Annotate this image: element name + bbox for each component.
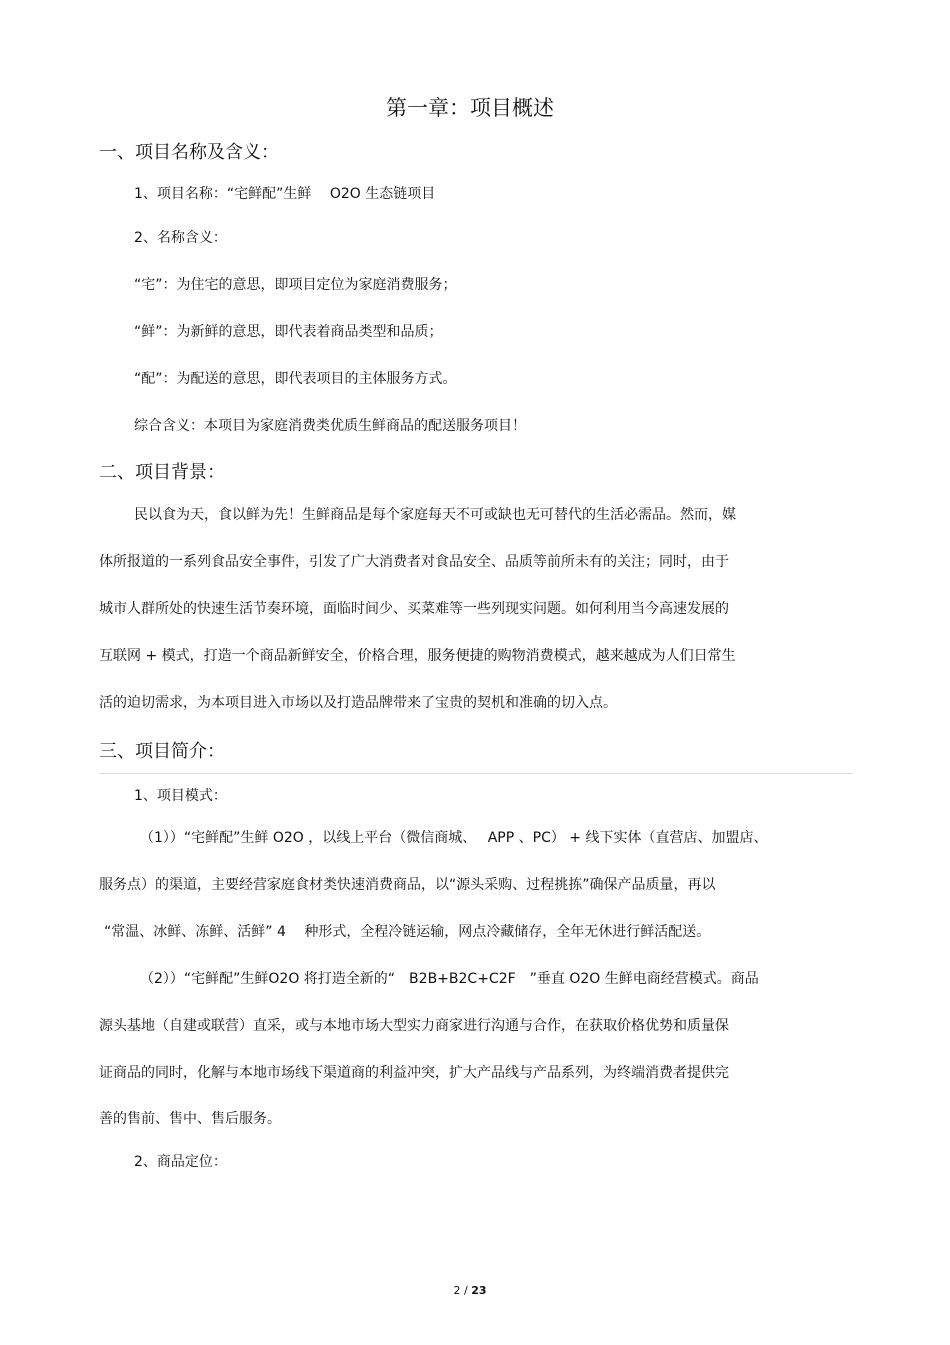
name-meaning-label: 2、名称含义： [134, 230, 227, 246]
background-line: 体所报道的一系列食品安全事件，引发了广大消费者对食品安全、品质等前所未有的关注；同时，由于 [99, 554, 729, 570]
meaning-zhai: “宅”：为住宅的意思，即项目定位为家庭消费服务； [134, 277, 457, 293]
section-heading-intro: 三、项目简介： [99, 741, 225, 762]
project-name-line: 1、项目名称：“宅鲜配”生鲜 O2O 生态链项目 [134, 186, 436, 202]
meaning-pei: “配”：为配送的意思，即代表项目的主体服务方式。 [134, 371, 457, 387]
background-line: 互联网 + 模式，打造一个商品新鲜安全，价格合理，服务便捷的购物消费模式，越来越成为人们日常生 [99, 648, 736, 664]
total-pages: 23 [471, 1284, 487, 1297]
overall-meaning: 综合含义：本项目为家庭消费类优质生鲜商品的配送服务项目！ [134, 418, 526, 434]
section-heading-background: 二、项目背景： [99, 462, 225, 483]
intro-line: 服务点）的渠道，主要经营家庭食材类快速消费商品，以“源头采购、过程挑拣”确保产品质量，再以 [99, 877, 716, 893]
page-separator: / [460, 1284, 472, 1297]
intro-line: 源头基地（自建或联营）直采，或与本地市场大型实力商家进行沟通与合作，在获取价格优势和质量保 [99, 1018, 729, 1034]
divider [99, 773, 853, 774]
intro-line: （2））“宅鲜配”生鲜O2O 将打造全新的“ B2B+B2C+C2F ”垂直 O2O 生鲜电商经营模式。商品 [140, 971, 759, 987]
chapter-title: 第一章：项目概述 [386, 96, 554, 120]
intro-line: 善的售前、售中、售后服务。 [99, 1111, 281, 1127]
background-line: 城市人群所处的快速生活节奏环境，面临时间少、买菜难等一些列现实问题。如何利用当今高速发展的 [99, 601, 729, 617]
intro-line: （1））“宅鲜配”生鲜 O2O ，以线上平台（微信商城、 APP 、PC） + 线下实体（直营店、加盟店、 [140, 830, 768, 846]
product-positioning-label: 2、商品定位： [134, 1154, 227, 1170]
intro-line: “常温、冰鲜、冻鲜、活鲜” 4 种形式，全程冷链运输，网点冷藏储存，全年无休进行鲜活配送。 [104, 924, 711, 940]
meaning-xian: “鲜”：为新鲜的意思，即代表着商品类型和品质； [134, 324, 443, 340]
intro-line: 证商品的同时，化解与本地市场线下渠道商的利益冲突，扩大产品线与产品系列，为终端消费者提供完 [99, 1065, 729, 1081]
background-line: 民以食为天，食以鲜为先！生鲜商品是每个家庭每天不可或缺也无可替代的生活必需品。然而，媒 [134, 507, 736, 523]
current-page: 2 [453, 1284, 461, 1297]
page-number [0, 1283, 940, 1299]
background-line: 活的迫切需求，为本项目进入市场以及打造品牌带来了宝贵的契机和准确的切入点。 [99, 695, 617, 711]
section-heading-name: 一、项目名称及含义： [99, 142, 279, 163]
project-mode-label: 1、项目模式： [134, 788, 227, 804]
